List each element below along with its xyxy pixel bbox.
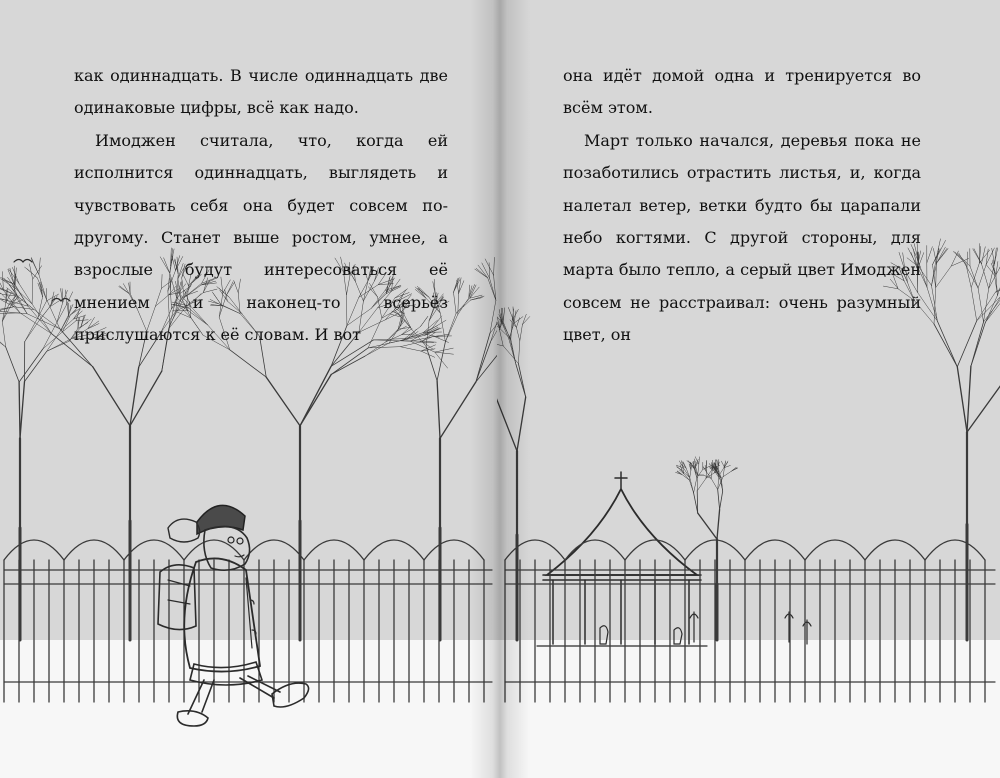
left-page-text — [74, 60, 448, 352]
right-page — [497, 0, 1000, 778]
right-paragraph-1: она идёт домой одна и тренируется во всём этом. — [563, 66, 921, 118]
right-page-text — [563, 60, 921, 352]
park-pavilion — [537, 472, 707, 646]
distant-people — [600, 612, 811, 644]
park-fence — [505, 540, 995, 702]
girl-figure — [158, 505, 309, 726]
right-paragraph-2: Март только начался, деревья пока не позаботились отрастить листья, и, когда налетал ветер, ветки будто бы царапали небо когтями. С другой стороны, для марта было тепло, а серый цвет Имоджен совсем не расстраивал: очень разумный цвет, он — [563, 130, 921, 345]
left-paragraph-1: как одиннадцать. В числе одиннадцать две одинаковые цифры, всё как надо. — [74, 66, 448, 118]
park-fence — [4, 540, 492, 702]
left-paragraph-2: Имоджен считала, что, когда ей исполнится одиннадцать, выглядеть и чувствовать себя она будет совсем по-другому. Станет выше ростом, умнее, а взрослые будут интересоваться её мнением и наконец-то всерьёз прислушаются к её словам. И вот — [74, 130, 448, 345]
left-page — [0, 0, 497, 778]
bird-icon — [14, 260, 32, 263]
